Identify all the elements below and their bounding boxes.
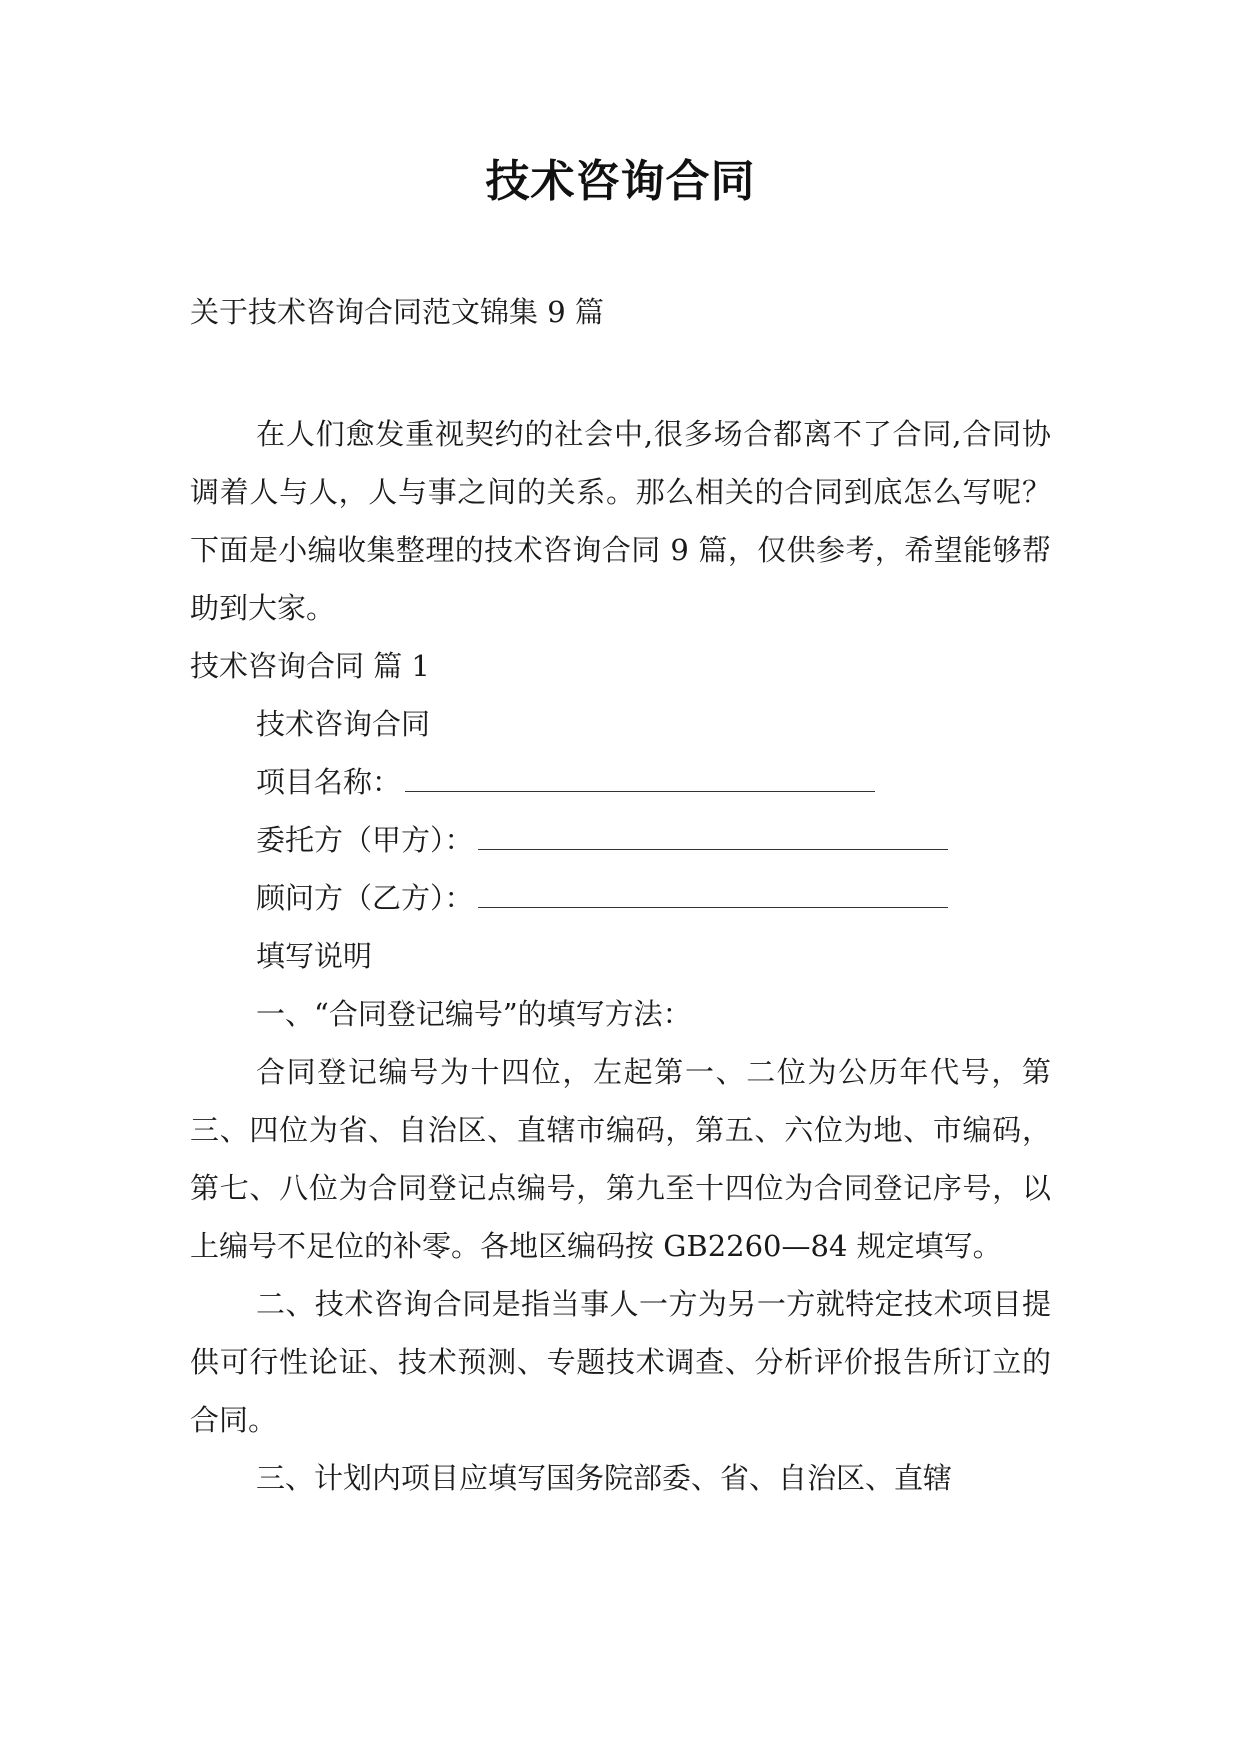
- document-subtitle: 关于技术咨询合同范文锦集 9 篇: [190, 295, 604, 329]
- document-title: 技术咨询合同: [485, 156, 756, 207]
- intro-paragraph: 在人们愈发重视契约的社会中,很多场合都离不了合同,合同协调着人与人，人与事之间的关系。那么相关的合同到底怎么写呢？下面是小编收集整理的技术咨询合同 9 篇，仅供参考，希望能够帮助到大家。: [190, 417, 1051, 625]
- instruction-item-1: 一、“合同登记编号”的填写方法：: [256, 997, 692, 1031]
- contract-title: 技术咨询合同: [256, 707, 431, 741]
- consultant-blank: [478, 887, 948, 908]
- consultant-label: 顾问方（乙方）：: [256, 881, 474, 915]
- client-row: [190, 811, 1051, 869]
- document-body: [190, 405, 1051, 1507]
- instruction-item-2: 合同登记编号为十四位，左起第一、二位为公历年代号，第三、四位为省、自治区、直辖市编码，第五、六位为地、市编码，第七、八位为合同登记点编号，第九至十四位为合同登记序号，以上编号不足位的补零。各地区编码按 GB2260—84 规定填写。: [190, 1055, 1051, 1263]
- section-heading: 技术咨询合同 篇 1: [190, 649, 430, 683]
- project-name-row: [190, 753, 1051, 811]
- client-label: 委托方（甲方）：: [256, 823, 474, 857]
- instructions-heading: 填写说明: [256, 939, 373, 973]
- consultant-row: [190, 869, 1051, 927]
- project-name-blank: [405, 771, 875, 792]
- instruction-item-4: 三、计划内项目应填写国务院部委、省、自治区、直辖: [256, 1461, 953, 1495]
- project-name-label: 项目名称：: [256, 765, 402, 799]
- client-blank: [478, 829, 948, 850]
- instruction-item-3: 二、技术咨询合同是指当事人一方为另一方就特定技术项目提供可行性论证、技术预测、专题技术调查、分析评价报告所订立的合同。: [190, 1287, 1051, 1437]
